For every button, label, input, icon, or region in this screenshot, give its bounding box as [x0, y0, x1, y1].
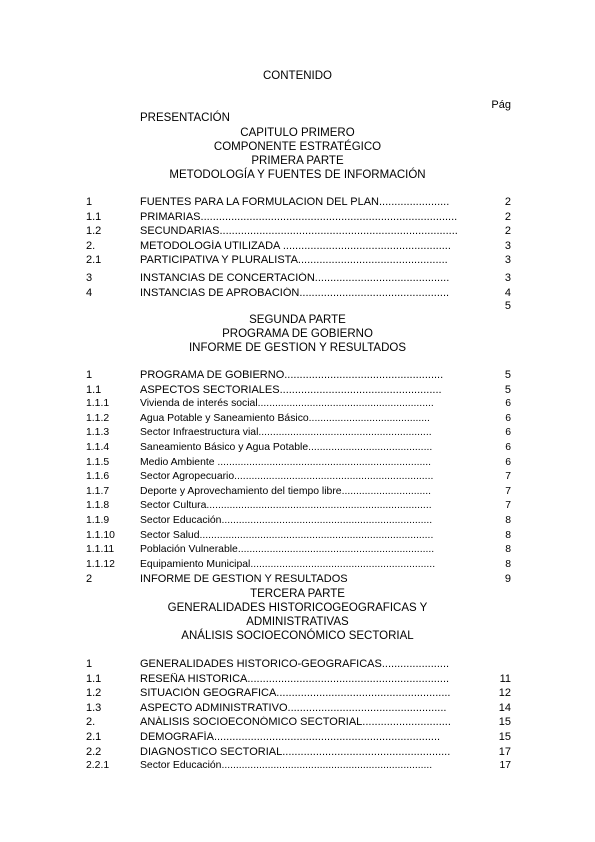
toc-entry-number: 1.2 — [86, 687, 102, 700]
toc-entry-page: 7 — [505, 485, 511, 497]
toc-entry-title: Población Vulnerable.................................................................... — [140, 544, 435, 556]
orphan-page-number: 5 — [504, 300, 511, 312]
toc-entry[interactable] — [0, 573, 595, 587]
toc-entry-number: 4 — [86, 286, 93, 299]
toc-entry[interactable] — [0, 687, 595, 701]
toc-entry-page: 17 — [499, 760, 511, 772]
toc-entry[interactable] — [0, 559, 595, 573]
toc-entry-page: 3 — [504, 239, 511, 252]
toc-entry[interactable] — [0, 287, 595, 301]
program-heading: PROGRAMA DE GOBIERNO — [222, 328, 373, 340]
toc-entry-number: 1.1.11 — [86, 544, 115, 556]
toc-entry-number: 1.1 — [86, 672, 102, 685]
toc-entry-title: SITUACIÓN GEOGRAFICA......................................................... — [140, 687, 451, 700]
toc-entry-page: 8 — [505, 515, 511, 526]
toc-entry-page: 7 — [505, 471, 511, 483]
toc-entry[interactable] — [0, 272, 595, 286]
toc-entry-title: PROGRAMA DE GOBIERNO.................................................... — [140, 369, 444, 381]
report-heading: INFORME DE GESTION Y RESULTADOS — [188, 342, 407, 354]
toc-entry-title: Sector Educación......................................................................... — [140, 515, 433, 526]
toc-entry-page: 14 — [498, 701, 511, 714]
toc-entry-title: Equipamiento Municipal................................................................ — [140, 558, 436, 570]
toc-entry-number: 1.1.1 — [86, 398, 110, 410]
toc-entry-number: 2. — [86, 239, 96, 252]
toc-entry-number: 1.1.9 — [86, 515, 110, 526]
toc-entry-title: Sector Salud................................................................................. — [140, 529, 434, 541]
toc-entry-number: 2.1 — [86, 254, 102, 267]
toc-entry-number: 1 — [86, 196, 93, 208]
part-heading: SEGUNDA PARTE — [249, 314, 346, 326]
toc-entry[interactable] — [0, 413, 595, 427]
toc-entry-title: Saneamiento Básico y Agua Potable........................................... — [140, 442, 433, 453]
toc-entry-page: 8 — [505, 529, 511, 541]
toc-entry-number: 2.1 — [86, 731, 102, 743]
page-column-label: Pág — [491, 99, 511, 111]
toc-entry-page: 7 — [505, 500, 511, 512]
toc-entry[interactable] — [0, 658, 595, 672]
toc-entry-title: RESEÑA HISTORICA.................................................................. — [140, 672, 450, 685]
toc-entry[interactable] — [0, 760, 595, 774]
toc-entry-page: 15 — [498, 716, 511, 729]
toc-entry[interactable] — [0, 398, 595, 412]
toc-entry-number: 1.1.2 — [86, 412, 110, 424]
toc-entry-number: 1 — [86, 369, 93, 381]
toc-entry-page: 6 — [505, 456, 511, 468]
toc-entry-page: 6 — [505, 398, 511, 410]
toc-entry[interactable] — [0, 716, 595, 730]
toc-entry-title: INSTANCIAS DE APROBACIÓN................................................. — [140, 286, 450, 299]
toc-entry[interactable] — [0, 530, 595, 544]
toc-entry-page: 5 — [504, 383, 511, 396]
toc-entry-title: DEMOGRAFÍA.......................................................................... — [140, 731, 441, 743]
toc-entry[interactable] — [0, 746, 595, 760]
part-heading: PRIMERA PARTE — [251, 155, 344, 167]
toc-entry-title: Sector Cultura.............................................................................. — [140, 500, 432, 512]
toc-entry-title: ANÁLISIS SOCIOECONÓMICO SECTORIAL............................. — [140, 716, 451, 729]
toc-entry-number: 3 — [86, 272, 93, 284]
toc-entry-title: Sector Infraestructura vial............................................................ — [140, 427, 432, 439]
generalities-heading: GENERALIDADES HISTORICOGEOGRAFICAS Y — [167, 602, 428, 614]
toc-entry[interactable] — [0, 673, 595, 687]
toc-entry[interactable] — [0, 225, 595, 239]
part-heading: TERCERA PARTE — [250, 588, 345, 600]
toc-entry-page: 17 — [498, 745, 511, 758]
toc-entry-title: INSTANCIAS DE CONCERTACIÓN............................................ — [140, 272, 450, 284]
toc-entry[interactable] — [0, 471, 595, 485]
toc-entry-page: 2 — [504, 225, 511, 238]
toc-entry[interactable] — [0, 515, 595, 529]
toc-entry-title: INFORME DE GESTION Y RESULTADOS — [140, 573, 348, 586]
toc-entry-number: 2.2.1 — [86, 760, 110, 772]
toc-title: CONTENIDO — [263, 70, 332, 82]
toc-entry-title: SECUNDARIAS.............................................................................. — [140, 225, 458, 238]
toc-entry[interactable] — [0, 486, 595, 500]
component-heading: COMPONENTE ESTRATÉGICO — [213, 141, 382, 153]
toc-entry[interactable] — [0, 457, 595, 471]
toc-entry-page: 6 — [505, 427, 511, 439]
toc-entry-title: METODOLOGÍA UTILIZADA ....................................................... — [140, 239, 451, 252]
toc-entry[interactable] — [0, 500, 595, 514]
toc-entry[interactable] — [0, 427, 595, 441]
toc-entry-page: 2 — [504, 210, 511, 223]
toc-entry-number: 2 — [86, 573, 93, 586]
toc-entry-title: Sector Educación......................................................................... — [140, 760, 433, 772]
toc-entry-number: 1.1.4 — [86, 442, 110, 453]
toc-entry-page: 8 — [505, 544, 511, 556]
toc-entry-title: FUENTES PARA LA FORMULACION DEL PLAN....................... — [140, 196, 450, 208]
toc-entry[interactable] — [0, 731, 595, 745]
toc-entry[interactable] — [0, 702, 595, 716]
toc-entry-number: 2.2 — [86, 745, 102, 758]
part-subtitle: METODOLOGÍA Y FUENTES DE INFORMACIÓN — [169, 169, 426, 181]
toc-entry-number: 1.1.5 — [86, 456, 110, 468]
toc-entry[interactable] — [0, 369, 595, 383]
toc-entry-title: GENERALIDADES HISTORICO-GEOGRAFICAS...................... — [140, 658, 450, 670]
toc-entry[interactable] — [0, 544, 595, 558]
toc-entry-number: 1.1.6 — [86, 471, 110, 483]
toc-entry-title: PARTICIPATIVA Y PLURALISTA................................................. — [140, 254, 448, 267]
toc-entry-number: 1.1.10 — [86, 529, 115, 541]
toc-entry[interactable] — [0, 211, 595, 225]
toc-entry-page: 5 — [504, 369, 511, 381]
toc-entry[interactable] — [0, 442, 595, 456]
toc-entry-number: 1.1.12 — [86, 558, 115, 570]
toc-entry-number: 1.1.8 — [86, 500, 110, 512]
toc-entry-page: 2 — [504, 196, 511, 208]
toc-entry-title: DIAGNOSTICO SECTORIAL....................................................... — [140, 745, 451, 758]
presentation-heading: PRESENTACIÓN — [140, 112, 230, 124]
toc-entry-title: Vivienda de interés social............................................................. — [140, 398, 434, 410]
toc-entry[interactable] — [0, 196, 595, 210]
toc-entry[interactable] — [0, 240, 595, 254]
toc-entry-number: 1.1 — [86, 210, 102, 223]
toc-entry[interactable] — [0, 254, 595, 268]
toc-entry-page: 3 — [504, 254, 511, 267]
toc-entry-title: Sector Agropecuario..................................................................... — [140, 471, 434, 483]
toc-entry-number: 1.1 — [86, 383, 102, 396]
toc-entry-number: 1.1.7 — [86, 485, 110, 497]
toc-entry-number: 1.2 — [86, 225, 102, 238]
toc-entry-title: Deporte y Aprovechamiento del tiempo libre............................... — [140, 485, 432, 497]
toc-entry-number: 1.1.3 — [86, 427, 110, 439]
toc-entry-page: 11 — [499, 672, 511, 685]
toc-entry-page: 15 — [498, 731, 511, 743]
toc-entry-number: 2. — [86, 716, 96, 729]
toc-entry-number: 1.3 — [86, 701, 102, 714]
toc-entry-title: ASPECTOS SECTORIALES..................................................... — [140, 383, 442, 396]
toc-entry-title: Medio Ambiente .......................................................................... — [140, 456, 432, 468]
toc-entry-page: 12 — [498, 687, 511, 700]
toc-entry-page: 6 — [505, 412, 511, 424]
toc-entry-page: 9 — [504, 573, 511, 586]
toc-entry-page: 8 — [505, 558, 511, 570]
toc-entry-page: 3 — [504, 272, 511, 284]
toc-entry-title: Agua Potable y Saneamiento Básico.......................................... — [140, 412, 430, 424]
toc-entry-page: 4 — [504, 286, 511, 299]
toc-entry-number: 1 — [86, 658, 93, 670]
administrative-heading: ADMINISTRATIVAS — [246, 616, 349, 628]
toc-entry[interactable] — [0, 384, 595, 398]
analysis-heading: ANÁLISIS SOCIOECONÓMICO SECTORIAL — [181, 630, 414, 642]
toc-entry-page: 6 — [505, 442, 511, 453]
toc-entry-title: PRIMARIAS.................................................................................... — [140, 210, 458, 223]
chapter-heading: CAPITULO PRIMERO — [240, 127, 355, 139]
toc-entry-title: ASPECTO ADMINISTRATIVO.................................................... — [140, 701, 447, 714]
